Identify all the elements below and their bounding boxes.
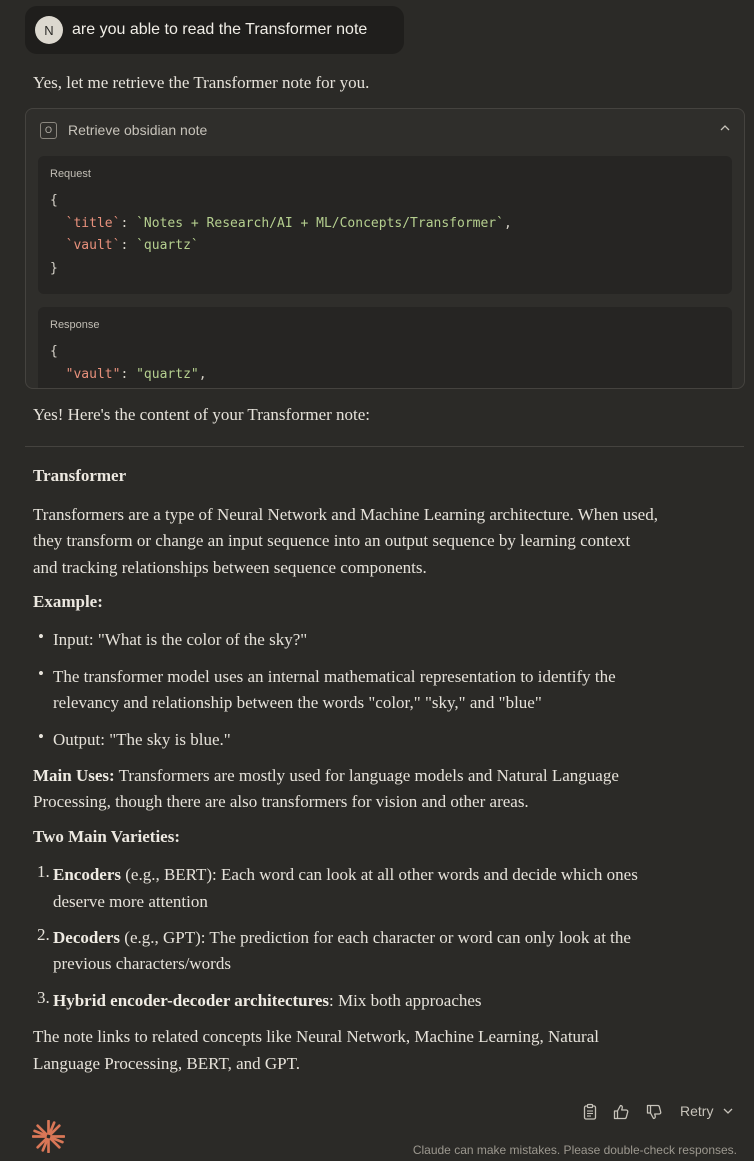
response-code: { "vault": "quartz", <box>50 344 207 382</box>
main-uses-line-1: Main Uses: Transformers are mostly used for language models and Natural Language <box>33 766 619 785</box>
bullet-marker: • <box>38 627 44 646</box>
variety-3: Hybrid encoder-decoder architectures: Mix both approaches <box>53 991 482 1010</box>
closing-line-2: Language Processing, BERT, and GPT. <box>33 1054 300 1073</box>
bullet-marker: • <box>38 727 44 746</box>
request-code: { `title`: `Notes + Research/AI + ML/Concepts/Transformer`, `vault`: `quartz` } <box>50 193 512 276</box>
note-intro-line-3: and tracking relationships between sequence components. <box>33 558 427 577</box>
user-message <box>25 6 404 54</box>
note-heading: Transformer <box>33 466 127 485</box>
closing-line-1: The note links to related concepts like Neural Network, Machine Learning, Natural <box>33 1027 599 1046</box>
example-item-2-line-1: The transformer model uses an internal mathematical representation to identify the <box>53 667 616 686</box>
divider <box>25 446 744 447</box>
list-number: 2. <box>37 925 50 944</box>
variety-2-line-2: previous characters/words <box>53 954 231 973</box>
example-heading: Example: <box>33 592 103 611</box>
variety-1-line-1: Encoders (e.g., BERT): Each word can look at all other words and decide which ones <box>53 865 638 884</box>
assistant-intro: Yes, let me retrieve the Transformer note for you. <box>33 73 370 92</box>
example-item-1: Input: "What is the color of the sky?" <box>53 630 308 649</box>
retry-label: Retry <box>680 1103 714 1119</box>
chevron-up-icon[interactable] <box>720 123 730 133</box>
main-uses-line-2: Processing, though there are also transformers for vision and other areas. <box>33 792 529 811</box>
example-item-2-line-2: relevancy and relationship between the words "color," "sky," and "blue" <box>53 693 542 712</box>
tool-call-header[interactable] <box>26 109 744 151</box>
varieties-heading: Two Main Varieties: <box>33 827 181 846</box>
chevron-down-icon <box>723 1106 733 1116</box>
list-number: 1. <box>37 862 50 881</box>
response-label: Response <box>50 319 100 331</box>
thumbs-down-icon[interactable] <box>645 1103 663 1121</box>
request-label: Request <box>50 168 91 180</box>
obsidian-icon: O <box>40 122 57 139</box>
user-message-text: are you able to read the Transformer note <box>72 21 368 38</box>
example-item-3: Output: "The sky is blue." <box>53 730 231 749</box>
retry-button[interactable] <box>680 1103 733 1119</box>
variety-2-line-1: Decoders (e.g., GPT): The prediction for each character or word can only look at the <box>53 928 631 947</box>
bullet-marker: • <box>38 664 44 683</box>
list-number: 3. <box>37 988 50 1007</box>
note-intro-line-2: they transform or change an input sequence into an output sequence by learning context <box>33 531 631 550</box>
note-intro-line-1: Transformers are a type of Neural Network and Machine Learning architecture. When used, <box>33 505 658 524</box>
tool-call-panel <box>25 108 745 389</box>
tool-call-title: Retrieve obsidian note <box>68 122 208 138</box>
assistant-followup: Yes! Here's the content of your Transformer note: <box>33 405 371 424</box>
user-avatar: N <box>35 16 63 44</box>
thumbs-up-icon[interactable] <box>612 1103 630 1121</box>
copy-icon[interactable] <box>581 1103 599 1121</box>
response-panel <box>38 307 732 389</box>
variety-1-line-2: deserve more attention <box>53 892 208 911</box>
request-panel <box>38 156 732 294</box>
claude-logo-icon <box>32 1120 65 1153</box>
disclaimer-text: Claude can make mistakes. Please double-check responses. <box>412 1143 737 1157</box>
